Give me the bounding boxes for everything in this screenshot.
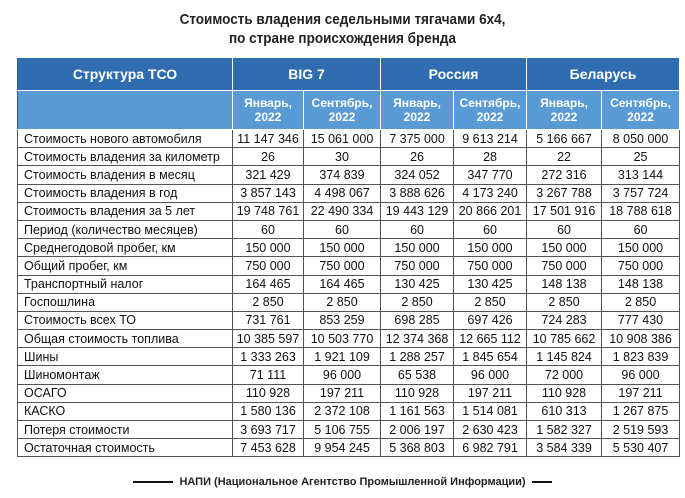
table-row: [18, 311, 680, 329]
cell-value: 3 888 626: [381, 184, 454, 202]
source-footer: [0, 476, 685, 488]
cell-value: 4 173 240: [454, 184, 527, 202]
cell-value: 1 145 824: [527, 348, 602, 366]
header-structure: Структура ТСО: [18, 58, 233, 91]
cell-value: 150 000: [454, 239, 527, 257]
cell-value: 272 316: [527, 166, 602, 184]
cell-value: 7 453 628: [233, 439, 304, 457]
cell-value: 12 665 112: [454, 330, 527, 348]
cell-value: 22: [527, 148, 602, 166]
header-russia: Россия: [381, 58, 527, 91]
cell-value: 777 430: [602, 311, 680, 329]
table-row: [18, 439, 680, 457]
cell-value: 22 490 334: [304, 202, 381, 220]
divider: [532, 481, 552, 483]
cell-value: 750 000: [527, 257, 602, 275]
cell-value: 3 857 143: [233, 184, 304, 202]
cell-value: 10 503 770: [304, 330, 381, 348]
cell-value: 11 147 346: [233, 130, 304, 148]
cell-value: 164 465: [304, 275, 381, 293]
cell-value: 1 288 257: [381, 348, 454, 366]
cell-value: 197 211: [304, 384, 381, 402]
row-label: КАСКО: [18, 402, 233, 420]
cell-value: 2 630 423: [454, 421, 527, 439]
cell-value: 2 850: [454, 293, 527, 311]
cell-value: 10 908 386: [602, 330, 680, 348]
cell-value: 2 372 108: [304, 402, 381, 420]
cell-value: 164 465: [233, 275, 304, 293]
table-row: [18, 184, 680, 202]
cell-value: 731 761: [233, 311, 304, 329]
cell-value: 5 166 667: [527, 130, 602, 148]
cell-value: 2 850: [527, 293, 602, 311]
table-row: [18, 220, 680, 238]
cell-value: 60: [454, 220, 527, 238]
cell-value: 1 580 136: [233, 402, 304, 420]
cell-value: 4 498 067: [304, 184, 381, 202]
cell-value: 698 285: [381, 311, 454, 329]
cell-value: 1 267 875: [602, 402, 680, 420]
cell-value: 148 138: [527, 275, 602, 293]
row-label: Стоимость нового автомобиля: [18, 130, 233, 148]
cell-value: 130 425: [454, 275, 527, 293]
cell-value: 30: [304, 148, 381, 166]
cell-value: 71 111: [233, 366, 304, 384]
cell-value: 110 928: [527, 384, 602, 402]
cell-value: 12 374 368: [381, 330, 454, 348]
source-text: НАПИ (Национальное Агентство Промышленной Информации): [179, 476, 526, 488]
cell-value: 10 385 597: [233, 330, 304, 348]
cell-value: 65 538: [381, 366, 454, 384]
title-line-1: Стоимость владения седельными тягачами 6х4,: [179, 11, 506, 28]
table-row: [18, 366, 680, 384]
cell-value: 150 000: [233, 239, 304, 257]
cell-value: 60: [527, 220, 602, 238]
row-label: Общий пробег, км: [18, 257, 233, 275]
cell-value: 110 928: [381, 384, 454, 402]
row-label: Стоимость владения в год: [18, 184, 233, 202]
header-big7: BIG 7: [233, 58, 381, 91]
cell-value: 110 928: [233, 384, 304, 402]
cell-value: 3 267 788: [527, 184, 602, 202]
cell-value: 2 850: [381, 293, 454, 311]
row-label: Транспортный налог: [18, 275, 233, 293]
header-period: Январь, 2022: [381, 91, 454, 130]
cell-value: 19 748 761: [233, 202, 304, 220]
divider: [133, 481, 173, 483]
row-label: Стоимость владения за 5 лет: [18, 202, 233, 220]
row-label: Шиномонтаж: [18, 366, 233, 384]
cell-value: 750 000: [304, 257, 381, 275]
cell-value: 60: [381, 220, 454, 238]
cell-value: 5 530 407: [602, 439, 680, 457]
table-row: [18, 293, 680, 311]
header-period: Сентябрь, 2022: [602, 91, 680, 130]
cell-value: 2 850: [304, 293, 381, 311]
header-period: Сентябрь, 2022: [304, 91, 381, 130]
cell-value: 26: [233, 148, 304, 166]
table-row: [18, 384, 680, 402]
cell-value: 1 823 839: [602, 348, 680, 366]
row-label: Госпошлина: [18, 293, 233, 311]
cell-value: 1 514 081: [454, 402, 527, 420]
cell-value: 197 211: [602, 384, 680, 402]
page-title: [34, 10, 651, 48]
table-row: [18, 202, 680, 220]
cell-value: 72 000: [527, 366, 602, 384]
row-label: Общая стоимость топлива: [18, 330, 233, 348]
cell-value: 5 368 803: [381, 439, 454, 457]
row-label: Среднегодовой пробег, км: [18, 239, 233, 257]
table-row: [18, 421, 680, 439]
cell-value: 60: [304, 220, 381, 238]
cell-value: 2 850: [602, 293, 680, 311]
cell-value: 19 443 129: [381, 202, 454, 220]
cell-value: 6 982 791: [454, 439, 527, 457]
header-period: Январь, 2022: [233, 91, 304, 130]
cell-value: 750 000: [233, 257, 304, 275]
cell-value: 2 006 197: [381, 421, 454, 439]
row-label: Потеря стоимости: [18, 421, 233, 439]
table-row: [18, 130, 680, 148]
cell-value: 1 161 563: [381, 402, 454, 420]
table-row: [18, 148, 680, 166]
cell-value: 750 000: [381, 257, 454, 275]
cell-value: 610 313: [527, 402, 602, 420]
cell-value: 26: [381, 148, 454, 166]
header-period: Сентябрь, 2022: [454, 91, 527, 130]
cell-value: 853 259: [304, 311, 381, 329]
cell-value: 3 757 724: [602, 184, 680, 202]
row-label: ОСАГО: [18, 384, 233, 402]
table-row: [18, 166, 680, 184]
cell-value: 750 000: [602, 257, 680, 275]
cell-value: 96 000: [454, 366, 527, 384]
row-label: Остаточная стоимость: [18, 439, 233, 457]
cell-value: 724 283: [527, 311, 602, 329]
row-label: Период (количество месяцев): [18, 220, 233, 238]
cell-value: 324 052: [381, 166, 454, 184]
cell-value: 3 693 717: [233, 421, 304, 439]
table-row: [18, 402, 680, 420]
cell-value: 150 000: [527, 239, 602, 257]
cell-value: 28: [454, 148, 527, 166]
cell-value: 150 000: [304, 239, 381, 257]
cell-value: 197 211: [454, 384, 527, 402]
cell-value: 2 850: [233, 293, 304, 311]
cell-value: 697 426: [454, 311, 527, 329]
cell-value: 20 866 201: [454, 202, 527, 220]
table-row: [18, 275, 680, 293]
cell-value: 7 375 000: [381, 130, 454, 148]
row-label: Стоимость владения за километр: [18, 148, 233, 166]
cell-value: 1 582 327: [527, 421, 602, 439]
cell-value: 1 845 654: [454, 348, 527, 366]
cell-value: 60: [602, 220, 680, 238]
cell-value: 96 000: [304, 366, 381, 384]
cell-value: 10 785 662: [527, 330, 602, 348]
row-label: Стоимость всех ТО: [18, 311, 233, 329]
cell-value: 130 425: [381, 275, 454, 293]
tco-table: [17, 57, 680, 457]
cell-value: 1 333 263: [233, 348, 304, 366]
cell-value: 8 050 000: [602, 130, 680, 148]
cell-value: 750 000: [454, 257, 527, 275]
cell-value: 3 584 339: [527, 439, 602, 457]
header-period: Январь, 2022: [527, 91, 602, 130]
cell-value: 17 501 916: [527, 202, 602, 220]
cell-value: 321 429: [233, 166, 304, 184]
cell-value: 313 144: [602, 166, 680, 184]
row-label: Стоимость владения в месяц: [18, 166, 233, 184]
table-row: [18, 348, 680, 366]
table-row: [18, 330, 680, 348]
cell-value: 2 519 593: [602, 421, 680, 439]
cell-value: 1 921 109: [304, 348, 381, 366]
row-label: Шины: [18, 348, 233, 366]
cell-value: 5 106 755: [304, 421, 381, 439]
cell-value: 60: [233, 220, 304, 238]
cell-value: 9 613 214: [454, 130, 527, 148]
cell-value: 15 061 000: [304, 130, 381, 148]
cell-value: 96 000: [602, 366, 680, 384]
cell-value: 148 138: [602, 275, 680, 293]
cell-value: 18 788 618: [602, 202, 680, 220]
cell-value: 347 770: [454, 166, 527, 184]
cell-value: 9 954 245: [304, 439, 381, 457]
header-belarus: Беларусь: [527, 58, 680, 91]
table-row: [18, 239, 680, 257]
cell-value: 25: [602, 148, 680, 166]
title-line-2: по стране происхождения бренда: [228, 30, 456, 47]
cell-value: 150 000: [602, 239, 680, 257]
cell-value: 374 839: [304, 166, 381, 184]
cell-value: 150 000: [381, 239, 454, 257]
header-empty: [18, 91, 233, 130]
table-row: [18, 257, 680, 275]
